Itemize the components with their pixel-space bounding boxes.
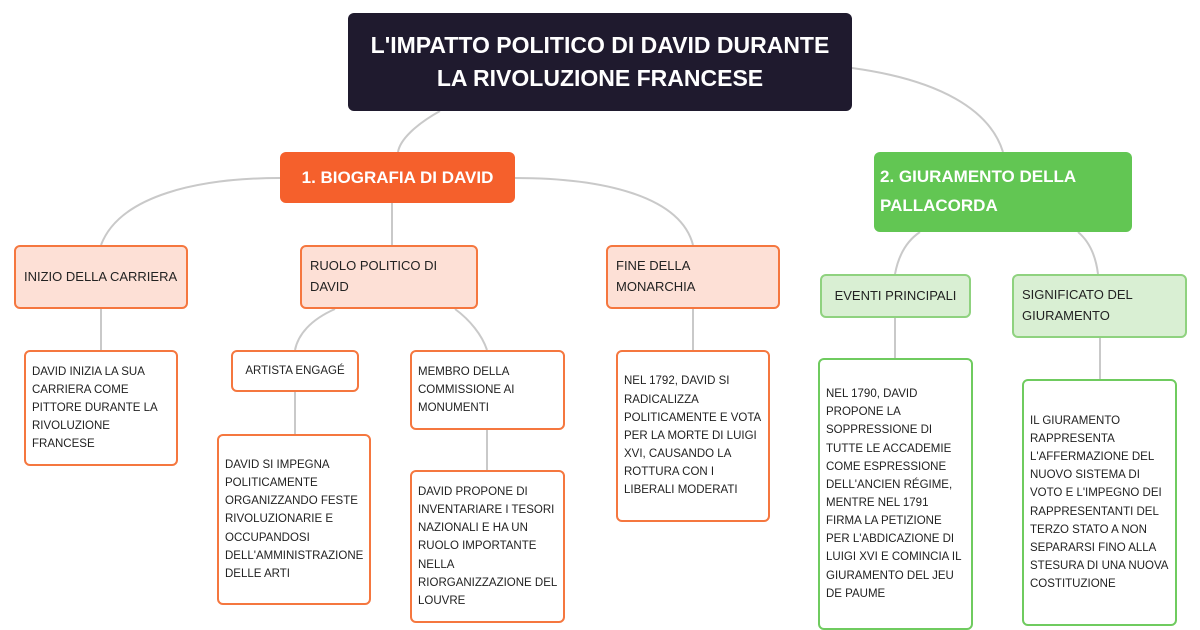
topic-fine-monarchia[interactable] <box>606 245 780 309</box>
branch-giuramento-title: 2. GIURAMENTO DELLA PALLACORDA <box>880 167 1076 215</box>
topic-significato-giuramento-label: SIGNIFICATO DEL GIURAMENTO <box>1022 287 1133 323</box>
detail-fine-monarchia[interactable] <box>616 350 770 522</box>
topic-inizio-carriera-label: INIZIO DELLA CARRIERA <box>24 268 178 284</box>
detail-membro-commissione-text: DAVID PROPONE DI INVENTARIARE I TESORI NAZIONALI E HA UN RUOLO IMPORTANTE NELLA RIORGANIZZAZIONE DEL LOUVRE <box>418 485 557 607</box>
topic-fine-monarchia-label: FINE DELLA MONARCHIA <box>616 258 696 294</box>
branch-biografia[interactable] <box>280 152 515 203</box>
detail-artista-engage[interactable] <box>217 434 371 605</box>
connector-root-branch1 <box>398 111 440 152</box>
connector-root-branch2 <box>852 68 1003 152</box>
topic-artista-engage[interactable] <box>231 350 359 392</box>
topic-significato-giuramento[interactable] <box>1012 274 1187 338</box>
connector-branch1-fine <box>515 178 693 245</box>
connector-branch2-significato <box>1078 232 1098 274</box>
detail-fine-monarchia-text: NEL 1792, DAVID SI RADICALIZZA POLITICAMENTE E VOTA PER LA MORTE DI LUIGI XVI, CAUSANDO LA ROTTURA CON I LIBERALI MODERATI <box>624 375 761 497</box>
detail-eventi-principali[interactable] <box>818 358 973 630</box>
detail-significato-giuramento-text: IL GIURAMENTO RAPPRESENTA L'AFFERMAZIONE DEL NUOVO SISTEMA DI VOTO E L'IMPEGNO DEI RAPPRESENTANTI DEL TERZO STATO A NON SEPARARSI FINO ALLA STESURA DI UNA NUOVA COSTITUZIONE <box>1030 414 1168 591</box>
detail-artista-engage-text: DAVID SI IMPEGNA POLITICAMENTE ORGANIZZANDO FESTE RIVOLUZIONARIE E OCCUPANDOSI DELL'AMMINISTRAZIONE DELLE ARTI <box>225 458 364 580</box>
topic-membro-commissione-label: MEMBRO DELLA COMMISSIONE AI MONUMENTI <box>418 365 515 415</box>
connector-branch2-eventi <box>895 232 920 274</box>
root-topic[interactable] <box>348 13 852 111</box>
connector-ruolo-membro <box>455 309 487 350</box>
topic-artista-engage-label: ARTISTA ENGAGÉ <box>245 364 345 377</box>
topic-ruolo-politico[interactable] <box>300 245 478 309</box>
detail-membro-commissione[interactable] <box>410 470 565 623</box>
topic-eventi-principali-label: EVENTI PRINCIPALI <box>834 287 957 303</box>
connector-ruolo-artista <box>295 309 335 350</box>
detail-eventi-principali-text: NEL 1790, DAVID PROPONE LA SOPPRESSIONE DI TUTTE LE ACCADEMIE COME ESPRESSIONE DELL'ANCIEN RÉGIME, MENTRE NEL 1791 FIRMA LA PETIZIONE PER L'ABDICAZIONE DI LUIGI XVI E COMINCIA IL GIURAMENTO DEL JEU DE PAUME <box>826 388 962 600</box>
topic-inizio-carriera[interactable] <box>14 245 188 309</box>
topic-eventi-principali[interactable] <box>820 274 971 318</box>
topic-ruolo-politico-label: RUOLO POLITICO DI DAVID <box>310 258 438 294</box>
detail-significato-giuramento[interactable] <box>1022 379 1177 626</box>
connector-branch1-inizio <box>101 178 280 245</box>
branch-giuramento[interactable] <box>874 152 1132 232</box>
detail-inizio-carriera[interactable] <box>24 350 178 466</box>
detail-inizio-carriera-text: DAVID INIZIA LA SUA CARRIERA COME PITTORE DURANTE LA RIVOLUZIONE FRANCESE <box>32 365 158 451</box>
root-title-line2: LA RIVOLUZIONE FRANCESE <box>436 65 764 91</box>
topic-membro-commissione[interactable] <box>410 350 565 430</box>
root-title-line1: L'IMPATTO POLITICO DI DAVID DURANTE <box>370 31 830 58</box>
branch-biografia-title: 1. BIOGRAFIA DI DAVID <box>301 167 494 187</box>
